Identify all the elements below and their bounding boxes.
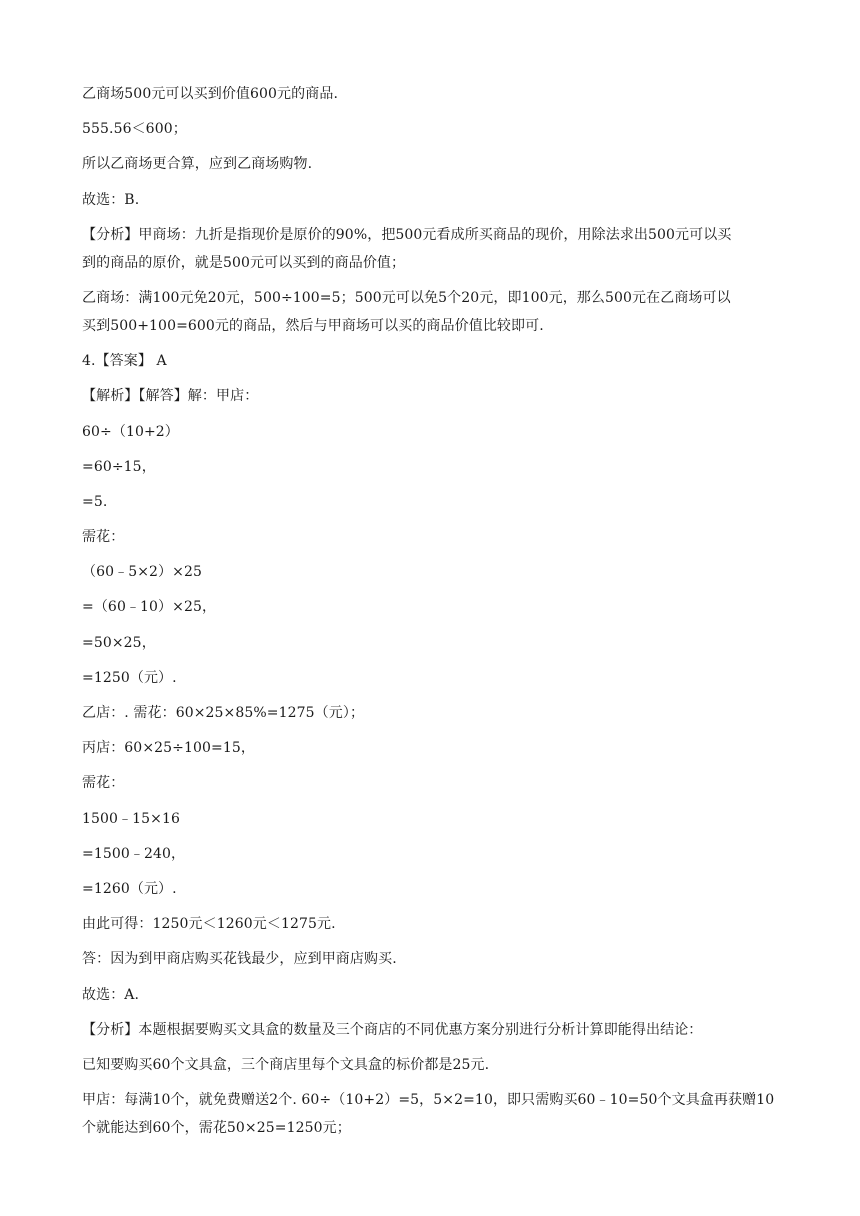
text-line: 555.56＜600； [82,121,187,138]
text-line: 乙商场500元可以买到价值600元的商品. [82,86,338,102]
analysis-text: 【分析】本题根据要购买文具盒的数量及三个商店的不同优惠方案分别进行分析计算即能得出结论： [82,1021,703,1038]
text-line: 丙店：60×25÷100=15， [82,740,255,757]
equation-line: =1500﹣240， [82,845,186,862]
equation-line: =50×25， [82,634,156,651]
answer-heading: 4.【答案】 A [82,353,167,370]
text-line: 乙店：. 需花：60×25×85%=1275（元）； [82,705,365,721]
text-line: 故选：B. [82,191,140,208]
text-line: 需花： [82,529,125,546]
text-line: 故选：A. [82,986,140,1003]
analysis-text: 已知要购买60个文具盒，三个商店里每个文具盒的标价都是25元. [82,1056,490,1073]
equation-line: （60﹣5×2）×25 [82,564,203,581]
equation-line: =1250（元）. [82,669,177,686]
equation-line: 1500﹣15×16 [82,810,180,827]
equation-line: =5. [82,493,108,510]
analysis-text: 甲店：每满10个，就免费赠送2个. 60÷（10+2）=5，5×2=10，即只需购买60﹣10=50个文具盒再获赠10 [82,1092,775,1109]
analysis-text: 到的商品的原价，就是500元可以买到的商品价值； [82,254,406,271]
text-line: 答：因为到甲商店购买花钱最少，应到甲商店购买. [82,951,397,968]
equation-line: =1260（元）. [82,880,177,897]
equation-line: =（60﹣10）×25， [82,599,217,616]
analysis-text: 个就能达到60个，需花50×25=1250元； [82,1120,351,1137]
analysis-text: 买到500+100=600元的商品，然后与甲商场可以买的商品价值比较即可. [82,317,544,334]
text-line: 由此可得：1250元＜1260元＜1275元. [82,916,336,933]
text-line: 需花： [82,775,125,792]
document-body [82,84,782,1153]
equation-line: 60÷（10+2） [82,423,179,440]
equation-line: =60÷15， [82,458,156,475]
analysis-text: 乙商场：满100元免20元，500÷100=5；500元可以免5个20元，即100元，那么500元在乙商场可以 [82,289,731,306]
solution-heading: 【解析】【解答】解：甲店： [82,388,259,405]
analysis-text: 【分析】甲商场：九折是指现价是原价的90%，把500元看成所买商品的现价，用除法求出500元可以买 [82,226,732,243]
text-line: 所以乙商场更合算，应到乙商场购物. [82,156,313,173]
